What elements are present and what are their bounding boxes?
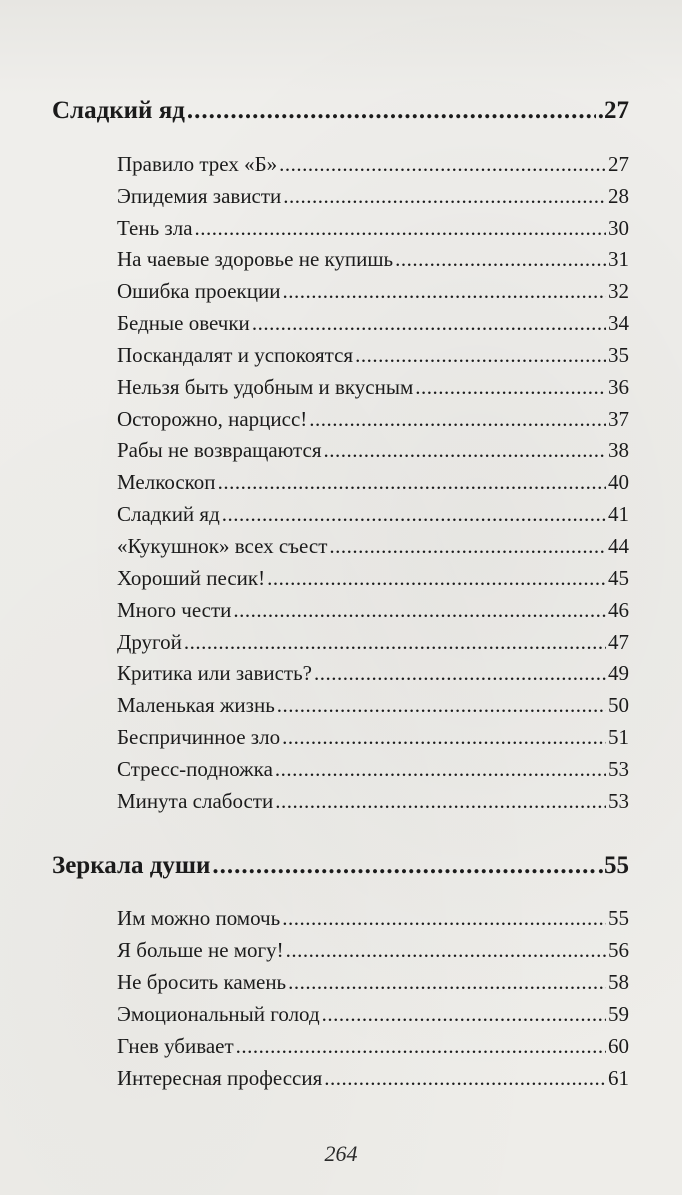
entry-page-number: 46 — [608, 598, 629, 622]
dot-leader — [322, 1002, 606, 1027]
toc-section-heading[interactable] — [52, 852, 629, 886]
toc-entry[interactable] — [117, 279, 629, 309]
toc-entry[interactable] — [117, 184, 629, 214]
toc-entry[interactable] — [117, 938, 629, 968]
entry-title: Бедные овечки — [117, 311, 250, 335]
entry-title: На чаевые здоровье не купишь — [117, 247, 394, 271]
entry-page-number: 61 — [608, 1066, 629, 1090]
dot-leader — [277, 693, 606, 718]
entry-title: Мелкоскоп — [117, 470, 216, 494]
dot-leader — [329, 534, 606, 559]
toc-entry[interactable] — [117, 566, 629, 596]
toc-entry[interactable] — [117, 970, 629, 1000]
dot-leader — [286, 938, 606, 963]
toc-entry[interactable] — [117, 1002, 629, 1032]
entry-title: Стресс-подножка — [117, 757, 273, 781]
entry-title: Эмоциональный голод — [117, 1002, 320, 1026]
section-page-number: .55 — [597, 852, 629, 879]
dot-leader — [288, 970, 606, 995]
entry-title: Интересная профессия — [117, 1066, 323, 1090]
entry-title: Другой — [117, 630, 182, 654]
dot-leader — [275, 757, 606, 782]
entry-page-number: 38 — [608, 438, 629, 462]
dot-leader — [282, 906, 606, 931]
entry-page-number: 44 — [608, 534, 629, 558]
toc-entry[interactable] — [117, 630, 629, 660]
entry-page-number: 45 — [608, 566, 629, 590]
entry-title: Поскандалят и успокоятся — [117, 343, 354, 367]
entry-page-number: 40 — [608, 470, 629, 494]
dot-leader — [195, 216, 606, 241]
dot-leader — [395, 247, 606, 272]
toc-entry[interactable] — [117, 247, 629, 277]
dot-leader — [275, 789, 606, 814]
toc-entry[interactable] — [117, 725, 629, 755]
toc-entry[interactable] — [117, 343, 629, 373]
entry-title: Беспричинное зло — [117, 725, 281, 749]
dot-leader — [314, 661, 606, 686]
dot-leader — [283, 184, 606, 209]
toc-entry[interactable] — [117, 470, 629, 500]
entry-page-number: 47 — [608, 630, 629, 654]
dot-leader — [252, 311, 606, 336]
dot-leader — [233, 598, 606, 623]
dot-leader — [415, 375, 606, 400]
toc-entry[interactable] — [117, 693, 629, 723]
dot-leader — [323, 438, 606, 463]
dot-leader — [279, 152, 606, 177]
toc-entry[interactable] — [117, 789, 629, 819]
toc-entry[interactable] — [117, 661, 629, 691]
entry-title: Сладкий яд — [117, 502, 220, 526]
dot-leader — [355, 343, 606, 368]
entry-title: Не бросить камень — [117, 970, 287, 994]
entry-title: Осторожно, нарцисс! — [117, 407, 308, 431]
entry-page-number: 59 — [608, 1002, 629, 1026]
entry-title: Критика или зависть? — [117, 661, 312, 685]
entry-page-number: 49 — [608, 661, 629, 685]
toc-entry[interactable] — [117, 1034, 629, 1064]
toc-entry[interactable] — [117, 906, 629, 936]
entry-title: Минута слабости — [117, 789, 274, 813]
entry-title: Эпидемия зависти — [117, 184, 282, 208]
dot-leader — [222, 502, 606, 527]
toc-entry[interactable] — [117, 598, 629, 628]
entry-title: Много чести — [117, 598, 232, 622]
entry-title: Гнев убивает — [117, 1034, 234, 1058]
dot-leader — [187, 97, 596, 125]
toc-entry[interactable] — [117, 311, 629, 341]
dot-leader — [184, 630, 606, 655]
toc-entry[interactable] — [117, 534, 629, 564]
entry-title: Маленькая жизнь — [117, 693, 275, 717]
entry-page-number: 41 — [608, 502, 629, 526]
entry-title: Нельзя быть удобным и вкусным — [117, 375, 414, 399]
section-title: Сладкий яд — [52, 97, 185, 124]
entry-page-number: 60 — [608, 1034, 629, 1058]
toc-entry[interactable] — [117, 438, 629, 468]
section-title: Зеркала души — [52, 852, 211, 879]
entry-page-number: 56 — [608, 938, 629, 962]
entry-page-number: 55 — [608, 906, 629, 930]
entry-page-number: 34 — [608, 311, 629, 335]
dot-leader — [267, 566, 606, 591]
entry-page-number: 53 — [608, 757, 629, 781]
entry-title: Правило трех «Б» — [117, 152, 278, 176]
entry-page-number: 27 — [608, 152, 629, 176]
entry-title: Рабы не возвращаются — [117, 438, 322, 462]
entry-title: Им можно помочь — [117, 906, 281, 930]
entry-title: Тень зла — [117, 216, 193, 240]
entry-page-number: 32 — [608, 279, 629, 303]
section-page-number: .27 — [597, 97, 629, 124]
entry-page-number: 31 — [608, 247, 629, 271]
entry-page-number: 36 — [608, 375, 629, 399]
dot-leader — [282, 279, 606, 304]
entry-page-number: 50 — [608, 693, 629, 717]
dot-leader — [324, 1066, 606, 1091]
entry-title: Ошибка проекции — [117, 279, 281, 303]
toc-entry[interactable] — [117, 502, 629, 532]
toc-entry[interactable] — [117, 407, 629, 437]
entry-title: Хороший песик! — [117, 566, 266, 590]
entry-page-number: 51 — [608, 725, 629, 749]
toc-entry[interactable] — [117, 1066, 629, 1096]
entry-page-number: 35 — [608, 343, 629, 367]
entry-page-number: 28 — [608, 184, 629, 208]
entry-page-number: 53 — [608, 789, 629, 813]
dot-leader — [236, 1034, 606, 1059]
entry-page-number: 58 — [608, 970, 629, 994]
toc-entry[interactable] — [117, 375, 629, 405]
entry-title: «Кукушнок» всех съест — [117, 534, 328, 558]
dot-leader — [309, 407, 606, 432]
dot-leader — [282, 725, 606, 750]
toc-entry[interactable] — [117, 216, 629, 246]
entry-page-number: 30 — [608, 216, 629, 240]
toc-entry[interactable] — [117, 152, 629, 182]
toc-section-heading[interactable] — [52, 97, 629, 131]
toc-entry[interactable] — [117, 757, 629, 787]
entry-page-number: 37 — [608, 407, 629, 431]
dot-leader — [218, 470, 606, 495]
entry-title: Я больше не могу! — [117, 938, 284, 962]
dot-leader — [212, 852, 595, 880]
page-number: 264 — [324, 1141, 358, 1166]
